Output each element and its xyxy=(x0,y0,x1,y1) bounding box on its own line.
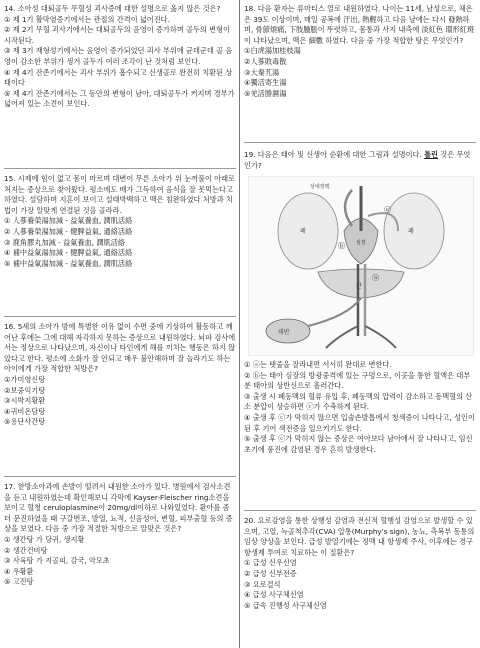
question-17-stem: 17. 한방소아과에 손발이 떨려서 내원한 소아가 있다. 병원에서 검사소견을 듣고 내원하였는데 확인해보니 각막에 Kayser-Fleischer ring소견을 보이고 혈청 ceruloplasmine이 20mg/dl이하로 나와있었다. 환아를 좀 더 문진하였을 때 구갈번조, 발열, 뇨적, 신음성어, 변혈, 피부출혈 등의 증상을 보였다. 다음 중 가장 적절한 처방으로 알맞은 것은? xyxy=(4,482,233,534)
question-17-option-4: ④ 우황환 xyxy=(4,566,34,576)
question-19-stem-emphasis: 틀린 xyxy=(424,150,438,159)
left-lung-shape xyxy=(278,193,338,269)
question-16-option-5: ⑤용단사간탕 xyxy=(4,417,46,427)
question-17-option-1: ① 생간탕 가 당귀, 생지황 xyxy=(4,534,85,544)
question-14-stem: 14. 소아성 대퇴골두 무혈성 괴사증에 대한 설명으로 옳지 않은 것은? xyxy=(4,4,221,13)
question-separator xyxy=(4,168,236,169)
question-18-option-2: ②人蔘敗毒散 xyxy=(244,56,287,66)
question-20-option-2: ② 급성 신부전증 xyxy=(244,568,297,578)
question-19-options xyxy=(244,360,476,455)
question-20-option-3: ③ 요로결석 xyxy=(244,579,281,589)
figure-label-lung-left: 폐 xyxy=(300,228,306,235)
question-14-option-3: ③ 제 3기 재형성기에서는 음영이 증가되었던 괴사 부위에 균데군데 골 음영이 감소한 부위가 생겨 골두가 여러 조각이 난 것처럼 보인다. xyxy=(4,46,233,66)
question-separator xyxy=(4,476,236,477)
question-16-option-4: ④귀비온담탕 xyxy=(4,406,46,416)
question-separator xyxy=(244,510,476,511)
question-15-option-5: ⑤ 補中益氣湯加減 - 益氣養血, 潤肌活絡 xyxy=(4,258,133,268)
question-19 xyxy=(244,150,476,171)
question-17-option-5: ⑤ 고진탕 xyxy=(4,577,34,587)
question-separator xyxy=(244,142,476,143)
question-19-option-3: ③ 출생 시 폐동맥의 혈류 유입 후, 폐동맥의 압력이 감소하고 동맥혈의 산소 분압이 상승하면 ⓒ가 수축하게 된다. xyxy=(244,391,473,412)
question-15-stem: 15. 시제에 힘이 없고 몸이 마르며 대변이 무른 소아가 위 눈꺼풀이 아래로 처지는 증상으로 찾아왔다. 평소에도 배가 그득하여 음식을 잘 못먹는다고 하였다. 설담하며 지흔이 보이고 설태박백하고 맥은 침완하였다 처방과 치법이 가장 알맞게 연결된 것을 골라라. xyxy=(4,174,235,215)
question-17-option-2: ② 생간건비탕 xyxy=(4,545,48,555)
column-divider xyxy=(239,0,240,648)
question-14-option-5: ⑤ 제 4기 잔존기에서는 그 동안의 변형이 남아, 대퇴골두가 커지며 경부가 넓어져 있는 소견이 보인다. xyxy=(4,88,235,109)
question-20-option-4: ④ 급성 사구체신염 xyxy=(244,590,304,600)
figure-marker-b: ⓑ xyxy=(338,242,345,250)
question-16-option-3: ③시박지황환 xyxy=(4,396,46,406)
question-15-option-2: ② 人蔘養榮湯加減 - 健脾益氣, 通絡活絡 xyxy=(4,226,133,236)
question-15-option-3: ③ 鹿角膠丸加減 - 益氣養血, 潤肌活絡 xyxy=(4,237,126,247)
question-19-option-1: ① ⓐ는 탯줄을 잘라내면 서서히 완대로 변한다. xyxy=(244,360,392,369)
question-15 xyxy=(4,174,236,269)
question-20-option-5: ⑤ 급속 진행성 사구체신염 xyxy=(244,600,327,610)
fetal-circulation-figure xyxy=(248,176,474,356)
question-19-stem xyxy=(244,150,476,171)
question-14-option-2: ② 제 2기 무혈 괴사기에서는 대퇴골두의 음영이 증가하며 골두의 변형이 시작된다. xyxy=(4,25,230,45)
question-20 xyxy=(244,516,476,611)
question-16-option-1: ①가미영신탕 xyxy=(4,374,46,384)
question-18-option-5: ⑤羌活勝濕湯 xyxy=(244,88,287,98)
figure-label-liver: 간 xyxy=(356,283,362,290)
question-19-stem-start: 19. 다음은 태아 및 신생아 순환에 대한 그림과 설명이다. xyxy=(244,150,425,159)
figure-label-vena-cava: 상대정맥 xyxy=(310,184,330,190)
question-19-option-5: ⑤ 출생 후 ⓒ가 막히지 않는 증상은 여아보다 남아에서 잘 나타나고, 임신 초기에 풍진에 감염된 경우 흔히 발생한다. xyxy=(244,434,473,454)
question-17 xyxy=(4,482,236,588)
question-20-option-1: ① 급성 신우신염 xyxy=(244,558,297,568)
question-15-option-4: ④ 補中益氣湯加減 - 健脾益氣, 通絡活絡 xyxy=(4,248,133,258)
figure-marker-a: ⓐ xyxy=(372,274,379,282)
question-18-option-3: ③大秦艽湯 xyxy=(244,67,280,77)
question-18 xyxy=(244,4,476,99)
question-16-option-2: ②보중익기탕 xyxy=(4,385,46,395)
question-18-option-1: ①白虎湯加桂枝湯 xyxy=(244,46,301,56)
figure-label-heart: 심장 xyxy=(356,240,366,246)
question-14-option-1: ① 제 1기 활막염증기에서는 관절의 간격이 넓어진다. xyxy=(4,14,170,24)
right-lung-shape xyxy=(384,193,444,269)
question-16 xyxy=(4,322,236,428)
question-14-option-4: ④ 제 4기 잔존기에서는 괴사 부위가 흡수되고 신생골로 완전히 치환된 상태이다 xyxy=(4,67,233,88)
question-15-option-1: ① 人蔘養榮湯加減 - 益氣養血, 潤肌活絡 xyxy=(4,216,133,226)
question-19-stem-end: 것은 무엇인가? xyxy=(244,150,471,170)
question-17-option-3: ③ 사육탕 가 지골피, 감국, 악모초 xyxy=(4,556,110,566)
question-19-option-2: ② ⓑ는 태아 심장의 방광중격에 있는 구멍으로, 이곳을 통한 혈액은 대부분 태아의 상반신으로 흘러간다. xyxy=(244,370,471,391)
question-16-stem: 16. 5세의 소아가 밤에 특별한 이유 없이 수면 중에 기상하여 활동하고 깨어난 후에는 그에 대해 자각하지 못하는 증상으로 내원하였다. 뇌파 검사에서는 정상으로 나타났으며, 자신이나 타인에게 해를 끼치는 행동은 하지 않았다고 한다. 평소에 소화가 잘 안되고 매우 불안해하며 잘 놀라기도 하는 아이에게 가장 적합한 처방은? xyxy=(4,322,236,374)
question-20-stem: 20. 요로감염을 통한 상행성 감염과 전신적 혈행성 감염으로 발생할 수 있으며, 고열, 늑골척추각(CVA) 압통(Murphy's sign), 농뇨, 측복부 동통의 임상 양상을 보인다. 급성 발열기에는 정맥 내 항생제 주사, 이후에는 경구 항생제 투여로 치료하는 이 질환은? xyxy=(244,516,475,557)
figure-label-lung-right: 폐 xyxy=(408,228,414,235)
question-18-stem: 18. 다음 환자는 류마티스 열로 내원하였다. 나이는 11세, 남성으로, 체온은 39도 이상이며, 매일 공복에 汗出, 熱輕하고 다음 날에는 다시 發熱하며, 骨節煩痛, 下肢腫脹이 뚜렷하고, 몸통과 사지 내측에 淡紅色 環形紅斑이 나타났으며, 맥은 細數 하였다. 다음 중 가장 적합한 탕은 무엇인가? xyxy=(244,4,475,45)
question-18-option-4: ④獨活寄生湯 xyxy=(244,78,287,88)
figure-label-placenta: 태반 xyxy=(278,329,290,336)
question-14 xyxy=(4,4,236,110)
question-19-option-4: ④ 출생 후 ⓒ가 막히지 않으면 입술손발톱에서 청색증이 나타나고, 성인이 된 후 기어 색전증을 일으키기도 한다. xyxy=(244,412,475,433)
figure-marker-c: ⓒ xyxy=(384,206,391,214)
question-separator xyxy=(4,316,236,317)
